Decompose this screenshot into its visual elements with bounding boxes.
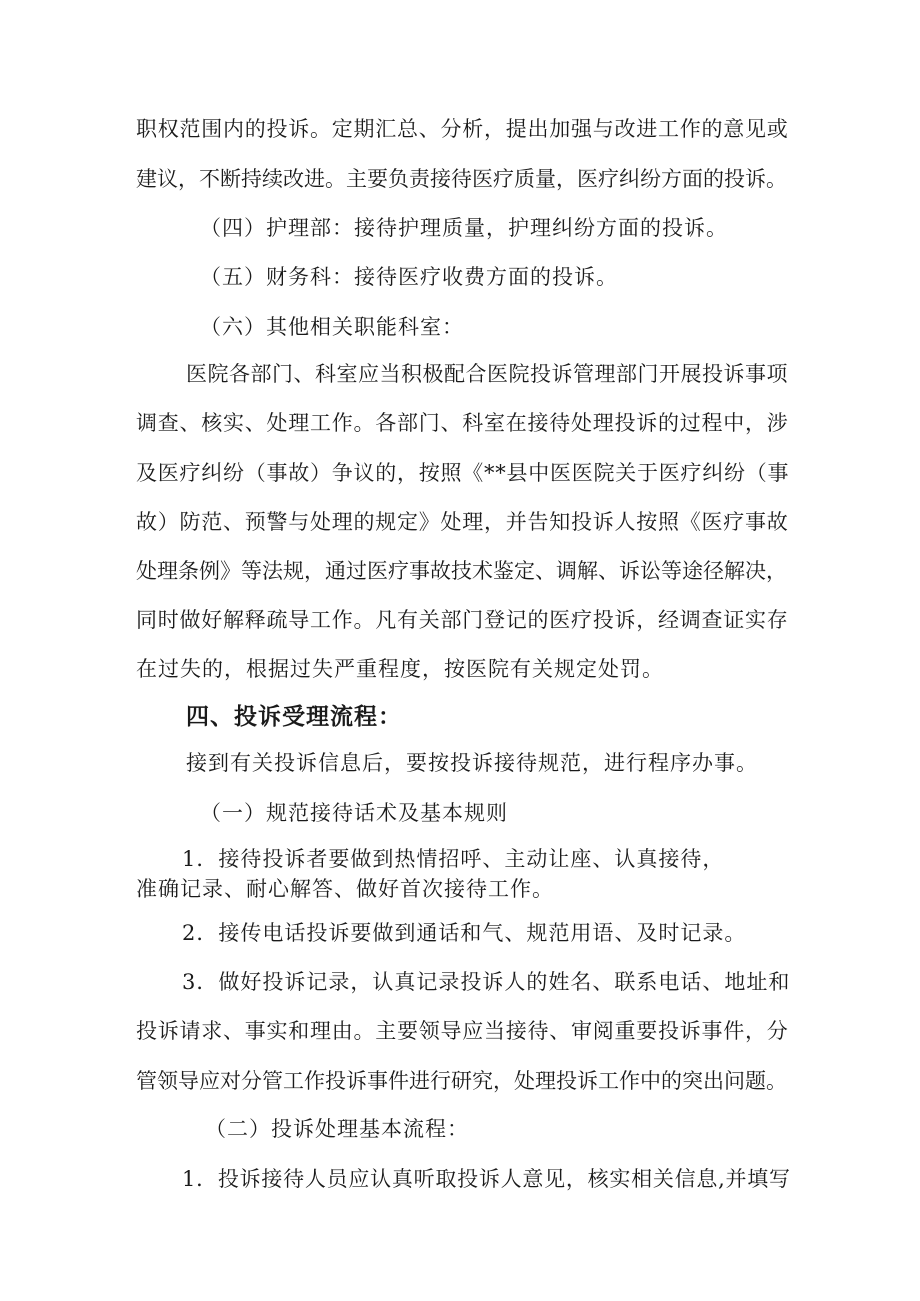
para2-line2: 调查、核实、处理工作。各部门、科室在接待处理投诉的过程中，涉 [136, 411, 789, 435]
rule3-line2: 投诉请求、事实和理由。主要领导应当接待、审阅重要投诉事件，分 [136, 1019, 789, 1043]
para2-line3: 及医疗纠纷（事故）争议的，按照《**县中医医院关于医疗纠纷（事 [136, 461, 790, 485]
item-other-depts: （六）其他相关职能科室： [200, 315, 464, 339]
rule2: 2．接传电话投诉要做到通话和气、规范用语、及时记录。 [182, 921, 747, 945]
para2-line1: 医院各部门、科室应当积极配合医院投诉管理部门开展投诉事项 [186, 362, 788, 386]
rule3-line3: 管领导应对分管工作投诉事件进行研究，处理投诉工作中的突出问题。 [136, 1069, 787, 1093]
step1-line1: 1．投诉接待人员应认真听取投诉人意见，核实相关信息,并填写 [182, 1167, 791, 1191]
section4-heading: 四、投诉受理流程： [186, 704, 402, 730]
item-finance-dept: （五）财务科：接待医疗收费方面的投诉。 [200, 265, 618, 289]
para2-line4: 故）防范、预警与处理的规定》处理，并告知投诉人按照《医疗事故 [136, 510, 789, 534]
para1-line2: 建议，不断持续改进。主要负责接待医疗质量，医疗纠纷方面的投诉。 [136, 167, 787, 191]
item-nursing-dept: （四）护理部：接待护理质量，护理纠纷方面的投诉。 [200, 216, 728, 240]
section4-intro: 接到有关投诉信息后，要按投诉接待规范，进行程序办事。 [186, 751, 758, 775]
para2-line7: 在过失的，根据过失严重程度，按医院有关规定处罚。 [136, 657, 664, 681]
sub2-title: （二）投诉处理基本流程： [205, 1117, 469, 1141]
sub1-title: （一）规范接待话术及基本规则 [200, 801, 508, 825]
para2-line6: 同时做好解释疏导工作。凡有关部门登记的医疗投诉，经调查证实存 [136, 608, 789, 632]
rule1-line2: 准确记录、耐心解答、做好首次接待工作。 [136, 877, 554, 901]
para1-line1: 职权范围内的投诉。定期汇总、分析，提出加强与改进工作的意见或 [136, 117, 789, 141]
rule3-line1: 3．做好投诉记录，认真记录投诉人的姓名、联系电话、地址和 [182, 970, 791, 994]
para2-line5: 处理条例》等法规，通过医疗事故技术鉴定、调解、诉讼等途径解决， [136, 559, 787, 583]
rule1-line1: 1．接待投诉者要做到热情招呼、主动让座、认真接待， [182, 847, 725, 871]
